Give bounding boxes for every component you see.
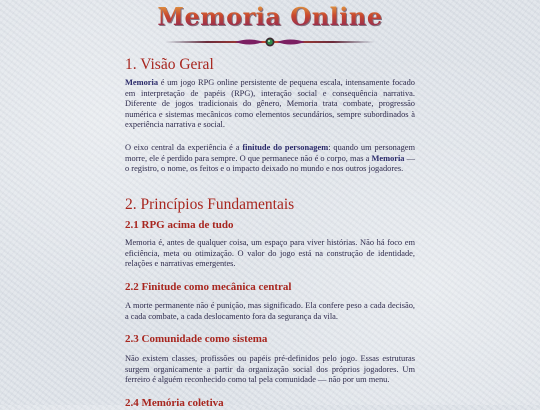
- paragraph-text: O eixo central da experiência é a: [125, 143, 243, 152]
- paragraph-comunidade: Não existem classes, profissões ou papéis pré-definidos pelo jogo. Essas estruturas surgem organicamente a partir da organização social dos próprios jogadores. Um ferreiro é alguém reconhecido como tal pela comunidade — não por um menu.: [125, 354, 415, 385]
- subsection-title-rpg: 2.1 RPG acima de tudo: [125, 219, 234, 231]
- paragraph-finitude-mecanica: A morte permanente não é punição, mas significado. Ela confere peso a cada decisão, a cada combate, a cada deslocamento fora da segurança da vila.: [125, 301, 415, 321]
- paragraph-rpg: Memoria é, antes de qualquer coisa, um espaço para viver histórias. Não há foco em eficiência, meta ou otimização. O valor do jogo está na construção de identidade, relações e narrativas emergentes.: [125, 238, 415, 269]
- subsection-title-finitude: 2.2 Finitude como mecânica central: [125, 281, 292, 293]
- site-logo[interactable]: Memoria Online: [155, 2, 385, 32]
- paragraph-text: é um jogo RPG online persistente de pequena escala, intensamente focado em interpretação de papéis (RPG), interação social e consequência narrativa. Diferente de jogos tradicionais do gênero, Memoria trata combate, progressão numérica e sistemas mecânicos como elementos secundários, sempre subordinados à experiência narrativa e social.: [125, 78, 415, 130]
- bold-term: Memoria: [371, 153, 405, 163]
- ornamental-divider-icon: [165, 36, 375, 48]
- bold-term: Memoria: [125, 78, 159, 87]
- section-title-visao-geral: 1. Visão Geral: [125, 56, 214, 73]
- paragraph-text: : quando um personagem morre, ele é perdido para sempre. O que permanece não é o corpo, mas a: [125, 143, 415, 163]
- subsection-title-memoria-coletiva: 2.4 Memória coletiva: [125, 397, 224, 409]
- paragraph-text: — o registro, o nome, os feitos e o impacto deixado no mundo e nos outros jogadores.: [125, 153, 415, 174]
- section-title-principios: 2. Princípios Fundamentais: [125, 196, 295, 213]
- site-header: [0, 2, 540, 48]
- subsection-title-comunidade: 2.3 Comunidade como sistema: [125, 333, 268, 345]
- bold-term: finitude do personagem: [242, 143, 329, 152]
- paragraph-finitude: [125, 143, 415, 175]
- paragraph-intro: [125, 78, 415, 131]
